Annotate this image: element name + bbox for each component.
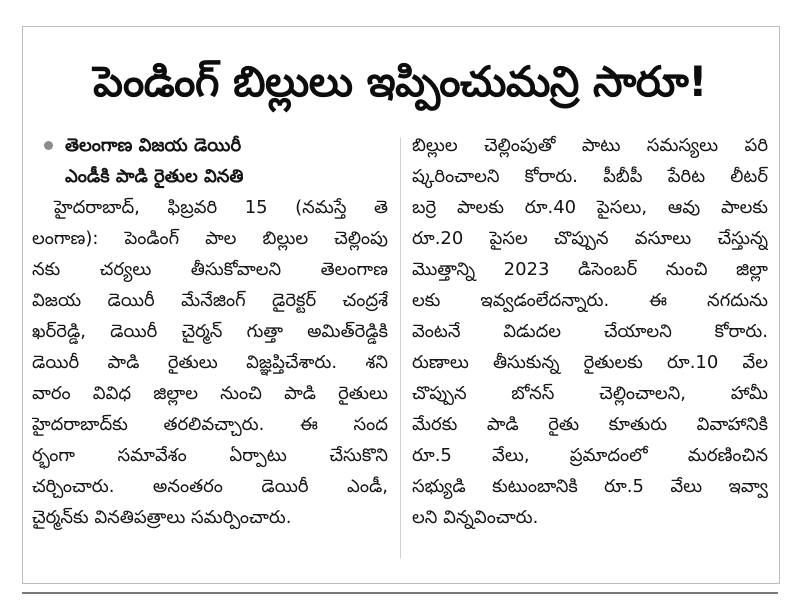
kicker (32, 130, 388, 192)
body-line: వెంటనే విడుదల చేయాలని కోరారు. (412, 321, 768, 342)
body-line: లకు ఇవ్వడంలేదన్నారు. ఈ నగదును (412, 290, 768, 311)
body-line: సభ్యుడి కుటుంబానికి రూ.5 వేలు ఇవ్వా (412, 476, 768, 497)
kicker-line: ఎండీకి పాడి రైతుల వినతి (65, 166, 244, 187)
body-line: హైదరాబాద్, ఫిబ్రవరి 15 (నమస్తే తె (54, 197, 388, 218)
body-line: హైదరాబాద్‌కు తరలివచ్చారు. ఈ సంద (32, 414, 388, 435)
body-line: చైర్మన్‌కు వినతిపత్రాలు సమర్పించారు. (32, 507, 292, 528)
body-line: రూ.20 పైసల చొప్పున వసూలు చేస్తున్న (412, 228, 768, 249)
body-line: నకు చర్యలు తీసుకోవాలని తెలంగాణ (32, 259, 388, 280)
body-line: లంగాణ): పెండింగ్ పాల బిల్లుల చెల్లింపు (32, 228, 388, 249)
body-line: ష్కరించాలని కోరారు. పీబీపీ పేరిట లీటర్ (412, 166, 768, 187)
body-line: బర్రె పాలకు రూ.40 పైసలు, ఆవు పాలకు (412, 197, 768, 218)
body-line: రుణాలు తీసుకున్న రైతులకు రూ.10 వేల (412, 352, 768, 373)
column-divider (400, 138, 401, 558)
headline: పెండింగ్ బిల్లులు ఇప్పించుమన్రి సారూ! (93, 57, 707, 106)
body-line: రూ.5 వేలు, ప్రమాదంలో మరణించిన (412, 445, 768, 466)
right-column (412, 130, 768, 533)
body-line: వారం వివిధ జిల్లాల నుంచి పాడి రైతులు (32, 383, 388, 404)
body-line: ర్భంగా సమావేశం ఏర్పాటు చేసుకొని (32, 445, 388, 466)
bullet-icon (44, 141, 53, 150)
body-line: మేరకు పాడి రైతు కూతురు వివాహానికి (412, 414, 768, 435)
body-line: మొత్తాన్ని 2023 డిసెంబర్ నుంచి జిల్లా (412, 259, 768, 280)
body-line: డెయిరీ పాడి రైతులు విజ్ఞప్తిచేశారు. శని (32, 352, 388, 373)
body-line: బిల్లుల చెల్లింపుతో పాటు సమస్యలు పరి (412, 135, 768, 156)
body-line: విజయ డెయిరీ మేనేజింగ్ డైరెక్టర్ చంద్రశే (32, 290, 388, 311)
body-line: ఖర్‌రెడ్డి, డెయిరీ చైర్మన్ గుత్తా అమిత్‌రెడ్డికి (32, 321, 388, 342)
body-line: చర్చించారు. అనంతరం డెయిరీ ఎండీ, (32, 476, 388, 497)
bottom-rule (22, 592, 778, 594)
kicker-line: తెలంగాణ విజయ డెయిరీ (65, 135, 242, 156)
body-line: లని విన్నవించారు. (412, 507, 539, 528)
body-line: చొప్పున బోనస్ చెల్లించాలని, హామీ (412, 383, 768, 404)
left-column (32, 130, 388, 533)
